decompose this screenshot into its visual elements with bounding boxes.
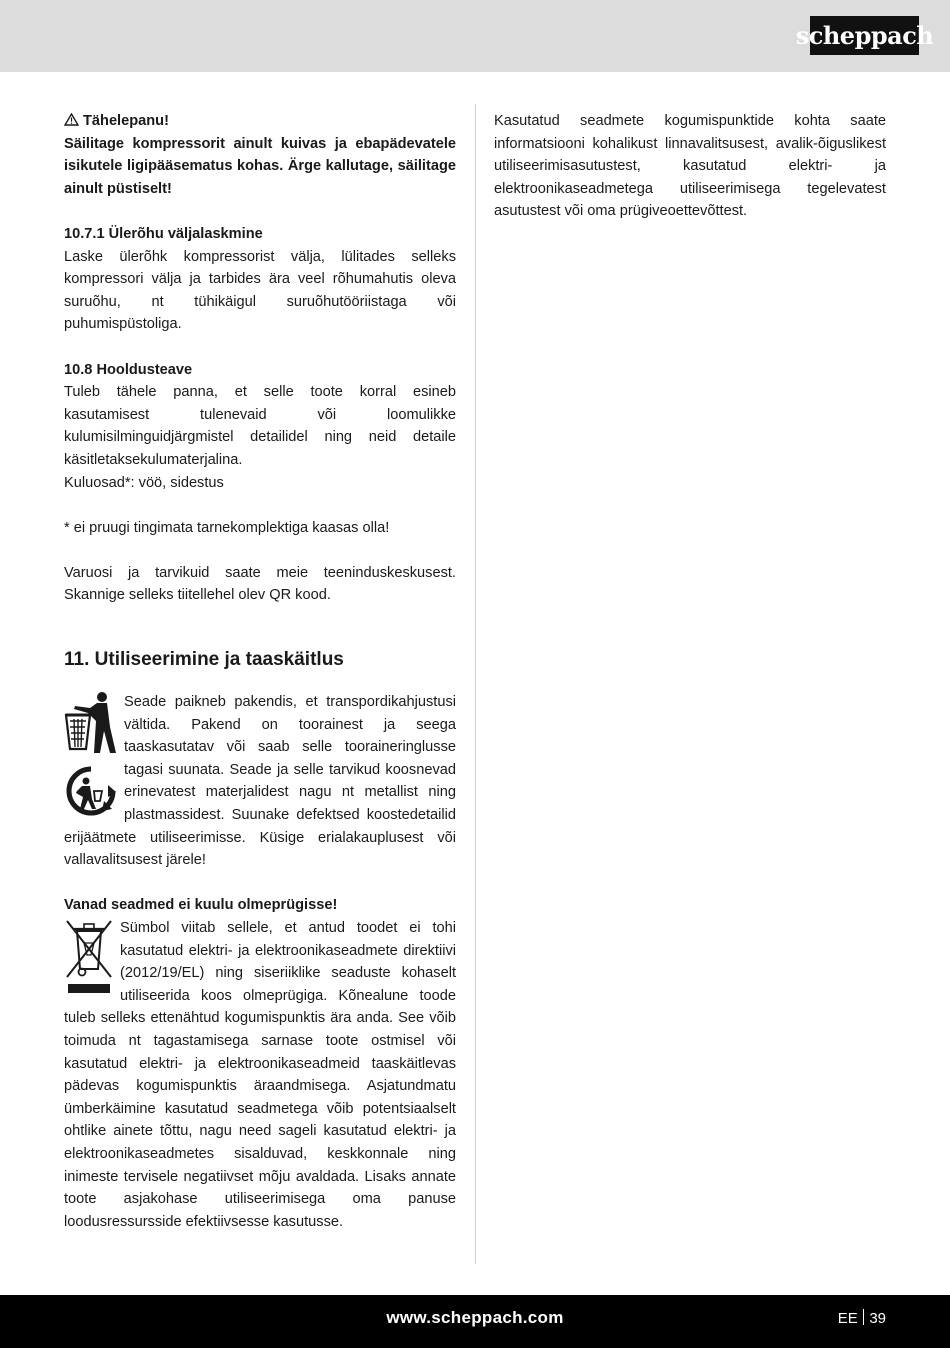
warning-text: Säilitage kompressorit ainult kuivas ja ebapädevatele isikutele ligipääsematus kohas. Ärge kallutage, säilitage ainult püstiselt!	[64, 135, 456, 197]
collection-points-text: Kasutatud seadmete kogumispunktide kohta saate informatsiooni kohalikust linnavalitsusest, avalik-õiguslikest utiliseerimisasutustest, kasutatud elektri- ja elektroonikaseadmetega utiliseerimisega tegelevatest asutustest või oma prügiveoettevõttest.	[494, 113, 886, 220]
page-indicator	[838, 1309, 886, 1327]
right-column	[494, 110, 886, 223]
recycle-icon	[64, 765, 118, 817]
logo-text: scheppach	[795, 21, 934, 50]
warning-title: Tähelepanu!	[83, 113, 169, 129]
weee-title: Vanad seadmed ei kuulu olmeprügisse!	[64, 897, 338, 914]
wear-parts-text: Kuluosad*: vöö, sidestus	[64, 474, 224, 491]
page-number: 39	[869, 1310, 886, 1327]
footer-band	[0, 1295, 950, 1348]
disposal-block	[64, 691, 456, 872]
section-10-8-text: Tuleb tähele panna, et selle toote korral esineb kasutamisest tulenevaid või loomulikke kulumisilminguidjärgmistel detailidel ning neid detaile käsitletaksekulumaterjalina.	[64, 384, 456, 468]
page-separator	[863, 1309, 865, 1325]
disposal-text: Seade paikneb pakendis, et transpordikahjustusi vältida. Pakend on toorainest ja seega taaskasutatav või saab selle tooraineringlusse tagasi suunata. Seade ja selle tarvikud koosnevad erinevatest materjalidest nagu nt metallist ning plastmassidest. Suunake defektsed koostedetailid erijäätmete utiliseerimisse. Küsige erialakauplusest või vallavalitsusest järele!	[64, 694, 456, 869]
left-column	[64, 110, 456, 1233]
weee-block	[64, 917, 456, 1233]
disposal-icons	[64, 691, 122, 817]
footnote-text: * ei pruugi tingimata tarnekomplektiga kaasas olla!	[64, 519, 390, 536]
section-10-7-1-title: 10.7.1 Ülerõhu väljalaskmine	[64, 225, 263, 242]
spares-text: Varuosi ja tarvikuid saate meie teeninduskeskusest. Skannige selleks tiitellehel olev QR kood.	[64, 564, 456, 604]
weee-text: Sümbol viitab sellele, et antud toodet ei tohi kasutatud elektri- ja elektroonikaseadmete direktiivi (2012/19/EL) ning siseriiklike seaduste kohaselt utiliseerida koos olmeprügiga. Kõnealune toode tuleb selleks ettenähtud kogumispunktis ära anda. See võib toimuda nt tagastamisega sarnase toote ostmisel või kasutatud elektri- ja elektroonikaseadmeid taaskäitlevas pädevas kogumispunktis äraandmisega. Asjatundmatu ümberkäimine kasutatud seadmetega võib potentsiaalselt ohtlike ainete tõttu, nagu need sageli kasutatud elektri- ja elektroonikaseadmetes sisalduvad, keskkonnale ning inimeste tervisele negatiivset mõju avaldada. Lisaks annate toote asjakohase utiliseerimisega oma panuse loodusressursside efektiivsesse kasutusse.	[64, 920, 456, 1230]
language-code: EE	[837, 1310, 858, 1327]
warning-heading	[64, 110, 456, 133]
warning-triangle-icon	[64, 113, 79, 126]
footer-url-link[interactable]: www.scheppach.com	[386, 1308, 564, 1327]
crossed-out-wheelie-bin-icon	[64, 917, 114, 997]
section-10-7-1-text: Laske ülerõhk kompressorist välja, lülitades selleks kompressori välja ja tarbides ära veel rõhumahutis oleva suruõhu, nt tühikäigul suruõhutööriistaga või puhumispüstoliga.	[64, 248, 456, 333]
section-10-8-title: 10.8 Hooldusteave	[64, 361, 193, 378]
tidy-man-bin-icon	[64, 691, 118, 761]
weee-icon-wrap	[64, 917, 118, 997]
column-divider	[475, 104, 476, 1264]
scheppach-logo	[795, 16, 934, 55]
section-11-title: 11. Utiliseerimine ja taaskäitlus	[64, 649, 344, 671]
